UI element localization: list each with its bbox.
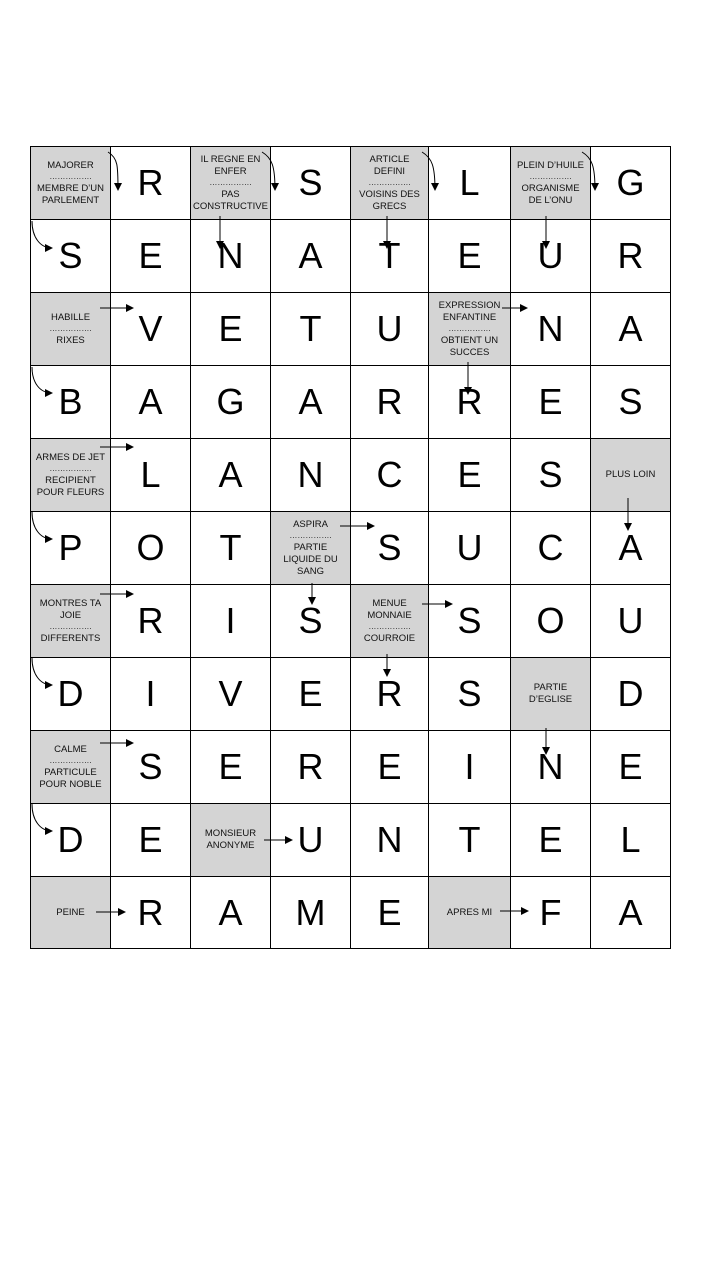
letter-cell[interactable] — [31, 220, 111, 293]
cell-letter: S — [538, 454, 563, 495]
letter-cell[interactable] — [111, 147, 191, 220]
cell-letter: E — [298, 673, 323, 714]
cell-letter: I — [145, 673, 156, 714]
clue-cell — [591, 439, 671, 512]
cell-letter: E — [457, 235, 482, 276]
clue-separator: ……………. — [368, 621, 411, 631]
clue-text: IL REGNE EN ENFER — [200, 153, 261, 177]
cell-letter: U — [376, 308, 403, 349]
cell-letter: R — [617, 235, 644, 276]
cell-letter: R — [376, 381, 403, 422]
letter-cell[interactable] — [351, 804, 429, 877]
cell-letter: R — [137, 162, 164, 203]
clue-text: EXPRESSION ENFANTINE — [438, 299, 501, 323]
cell-letter: M — [295, 891, 326, 933]
clue-cell — [31, 293, 111, 366]
letter-cell[interactable] — [111, 804, 191, 877]
clue-cell — [429, 877, 511, 949]
cell-letter: F — [539, 891, 562, 933]
clue-text: HABILLE — [50, 311, 91, 323]
cell-letter: A — [618, 527, 643, 568]
cell-letter: E — [138, 819, 163, 860]
cell-letter: E — [538, 381, 563, 422]
cell-letter: G — [216, 381, 245, 422]
clue-text: PLUS LOIN — [605, 469, 656, 480]
letter-cell[interactable] — [191, 293, 271, 366]
letter-cell[interactable] — [31, 804, 111, 877]
clue-text: MONSIEUR ANONYME — [204, 828, 257, 851]
clue-cell — [191, 147, 271, 220]
letter-cell[interactable] — [351, 293, 429, 366]
letter-cell[interactable] — [271, 731, 351, 804]
clue-cell — [31, 439, 111, 512]
clue-text-second: VOISINS DES GRECS — [359, 188, 420, 212]
clue-text-second: DIFFERENTS — [40, 632, 101, 644]
cell-letter: A — [218, 891, 243, 933]
cell-letter: S — [377, 527, 402, 568]
cell-letter: L — [620, 819, 641, 860]
cell-letter: D — [57, 819, 84, 860]
clue-text-second: RIXES — [56, 334, 85, 346]
letter-cell[interactable] — [271, 220, 351, 293]
letter-cell[interactable] — [271, 147, 351, 220]
letter-cell[interactable] — [111, 585, 191, 658]
cell-letter: U — [617, 600, 644, 641]
letter-cell[interactable] — [511, 220, 591, 293]
cell-letter: O — [536, 600, 565, 641]
cell-letter: R — [137, 891, 164, 933]
letter-cell[interactable] — [511, 439, 591, 512]
letter-cell[interactable] — [111, 731, 191, 804]
cell-letter: R — [297, 746, 324, 787]
letter-cell[interactable] — [511, 512, 591, 585]
cell-letter: G — [616, 162, 645, 203]
cell-letter: E — [377, 891, 402, 933]
letter-cell[interactable] — [31, 658, 111, 731]
cell-letter: U — [456, 527, 483, 568]
letter-cell[interactable] — [351, 439, 429, 512]
clue-text-second: PARTIE LIQUIDE DU SANG — [283, 541, 338, 577]
cell-letter: E — [377, 746, 402, 787]
clue-text-second: ORGANISME DE L’ONU — [521, 182, 580, 206]
cell-letter: E — [618, 746, 643, 787]
letter-cell[interactable] — [351, 512, 429, 585]
cell-letter: E — [457, 454, 482, 495]
letter-cell[interactable] — [191, 439, 271, 512]
letter-cell[interactable] — [429, 366, 511, 439]
letter-cell[interactable] — [429, 220, 511, 293]
letter-cell[interactable] — [591, 366, 671, 439]
clue-cell — [31, 147, 111, 220]
clue-cell — [511, 658, 591, 731]
letter-cell[interactable] — [511, 877, 591, 949]
letter-cell[interactable] — [271, 804, 351, 877]
clue-text: APRES MI — [446, 906, 493, 918]
letter-cell[interactable] — [111, 877, 191, 949]
letter-cell[interactable] — [511, 804, 591, 877]
letter-cell[interactable] — [111, 366, 191, 439]
letter-cell[interactable] — [191, 512, 271, 585]
cell-letter: R — [137, 600, 164, 641]
letter-cell[interactable] — [191, 731, 271, 804]
cell-letter: B — [58, 381, 83, 422]
letter-cell[interactable] — [429, 658, 511, 731]
letter-cell[interactable] — [511, 366, 591, 439]
cell-letter: S — [58, 235, 83, 276]
cell-letter: N — [537, 308, 564, 349]
cell-letter: T — [219, 527, 242, 568]
cell-letter: C — [537, 527, 564, 568]
clue-separator: ……………. — [49, 171, 92, 181]
cell-letter: E — [218, 746, 243, 787]
cell-letter: S — [457, 673, 482, 714]
cell-letter: N — [217, 235, 244, 276]
letter-cell[interactable] — [511, 293, 591, 366]
clue-text-second: RECIPIENT POUR FLEURS — [36, 474, 105, 498]
cell-letter: S — [298, 162, 323, 203]
letter-cell[interactable] — [111, 220, 191, 293]
clue-separator: ……………. — [49, 463, 92, 473]
clue-text: ARTICLE DEFINI — [369, 153, 410, 177]
cell-letter: A — [298, 235, 323, 276]
clue-text-second: PARTICULE POUR NOBLE — [39, 766, 102, 790]
clue-cell — [511, 147, 591, 220]
cell-letter: N — [376, 819, 403, 860]
cell-letter: V — [138, 308, 163, 349]
clue-cell — [31, 585, 111, 658]
letter-cell[interactable] — [111, 439, 191, 512]
letter-cell[interactable] — [591, 877, 671, 949]
letter-cell[interactable] — [591, 658, 671, 731]
letter-cell[interactable] — [271, 658, 351, 731]
letter-cell[interactable] — [591, 293, 671, 366]
cell-letter: E — [138, 235, 163, 276]
clue-text: PLEIN D’HUILE — [516, 159, 585, 171]
cell-letter: S — [138, 746, 163, 787]
clue-cell — [351, 147, 429, 220]
letter-cell[interactable] — [191, 585, 271, 658]
clue-text: PARTIE D’EGLISE — [528, 682, 573, 705]
cell-letter: L — [140, 454, 161, 495]
cell-letter: N — [297, 454, 324, 495]
cell-letter: D — [617, 673, 644, 714]
letter-cell[interactable] — [591, 585, 671, 658]
cell-letter: I — [225, 600, 236, 641]
clue-text: ASPIRA — [293, 518, 328, 530]
cell-letter: V — [218, 673, 243, 714]
letter-cell[interactable] — [591, 804, 671, 877]
letter-cell[interactable] — [429, 731, 511, 804]
clue-cell — [351, 585, 429, 658]
letter-cell[interactable] — [429, 439, 511, 512]
cell-letter: T — [458, 819, 481, 860]
letter-cell[interactable] — [351, 877, 429, 949]
letter-cell[interactable] — [271, 293, 351, 366]
cell-letter: A — [298, 381, 323, 422]
clue-text-second: COURROIE — [363, 632, 416, 644]
letter-cell[interactable] — [111, 512, 191, 585]
letter-cell[interactable] — [511, 585, 591, 658]
cell-letter: S — [618, 381, 643, 422]
letter-cell[interactable] — [271, 585, 351, 658]
letter-cell[interactable] — [111, 658, 191, 731]
letter-cell[interactable] — [591, 147, 671, 220]
cell-letter: I — [464, 746, 475, 787]
clue-separator: ……………. — [368, 177, 411, 187]
letter-cell[interactable] — [591, 512, 671, 585]
cell-letter: A — [218, 454, 243, 495]
letter-cell[interactable] — [31, 366, 111, 439]
clue-cell — [31, 877, 111, 949]
letter-cell[interactable] — [191, 366, 271, 439]
cell-letter: P — [58, 527, 83, 568]
letter-cell[interactable] — [351, 658, 429, 731]
letter-cell[interactable] — [111, 293, 191, 366]
clue-text-second: PAS CONSTRUCTIVE — [193, 188, 268, 212]
cell-letter: A — [618, 891, 643, 933]
cell-letter: T — [378, 235, 401, 276]
letter-cell[interactable] — [191, 220, 271, 293]
clue-cell — [191, 804, 271, 877]
clue-separator: ……………. — [49, 755, 92, 765]
cell-letter: A — [138, 381, 163, 422]
clue-text: ARMES DE JET — [35, 451, 106, 463]
cell-letter: D — [57, 673, 84, 714]
clue-text: MENUE MONNAIE — [367, 597, 412, 621]
clue-separator: ……………. — [529, 171, 572, 181]
letter-cell[interactable] — [429, 585, 511, 658]
crossword-grid — [30, 146, 671, 949]
letter-cell[interactable] — [429, 804, 511, 877]
clue-text-second: OBTIENT UN SUCCES — [440, 334, 499, 358]
cell-letter: E — [538, 819, 563, 860]
letter-cell[interactable] — [31, 512, 111, 585]
cell-letter: A — [618, 308, 643, 349]
clue-text-second: MEMBRE D’UN PARLEMENT — [36, 182, 105, 206]
letter-cell[interactable] — [429, 512, 511, 585]
cell-letter: E — [218, 308, 243, 349]
letter-cell[interactable] — [591, 220, 671, 293]
cell-letter: S — [457, 600, 482, 641]
cell-letter: O — [136, 527, 165, 568]
letter-cell[interactable] — [591, 731, 671, 804]
letter-cell[interactable] — [191, 877, 271, 949]
clue-cell — [429, 293, 511, 366]
letter-cell[interactable] — [271, 366, 351, 439]
clue-separator: ……………. — [49, 323, 92, 333]
cell-letter: R — [456, 381, 483, 422]
letter-cell[interactable] — [351, 366, 429, 439]
clue-text: CALME — [54, 743, 87, 755]
cell-letter: U — [297, 819, 324, 860]
letter-cell[interactable] — [271, 877, 351, 949]
cell-letter: U — [537, 235, 564, 276]
cell-letter: N — [537, 746, 564, 787]
clue-cell — [271, 512, 351, 585]
cell-letter: L — [459, 162, 480, 203]
letter-cell[interactable] — [271, 439, 351, 512]
cell-letter: C — [376, 454, 403, 495]
letter-cell[interactable] — [191, 658, 271, 731]
clue-text: MAJORER — [47, 159, 94, 171]
clue-separator: ……………. — [49, 621, 92, 631]
clue-separator: ……………. — [289, 530, 332, 540]
letter-cell[interactable] — [429, 147, 511, 220]
clue-separator: ……………. — [448, 323, 491, 333]
letter-cell[interactable] — [351, 731, 429, 804]
cell-letter: T — [299, 308, 322, 349]
cell-letter: R — [376, 673, 403, 714]
letter-cell[interactable] — [511, 731, 591, 804]
clue-separator: ……………. — [209, 177, 252, 187]
clue-text: MONTRES TA JOIE — [39, 597, 102, 621]
clue-cell — [31, 731, 111, 804]
cell-letter: S — [298, 600, 323, 641]
letter-cell[interactable] — [351, 220, 429, 293]
clue-text: PEINE — [56, 906, 85, 918]
